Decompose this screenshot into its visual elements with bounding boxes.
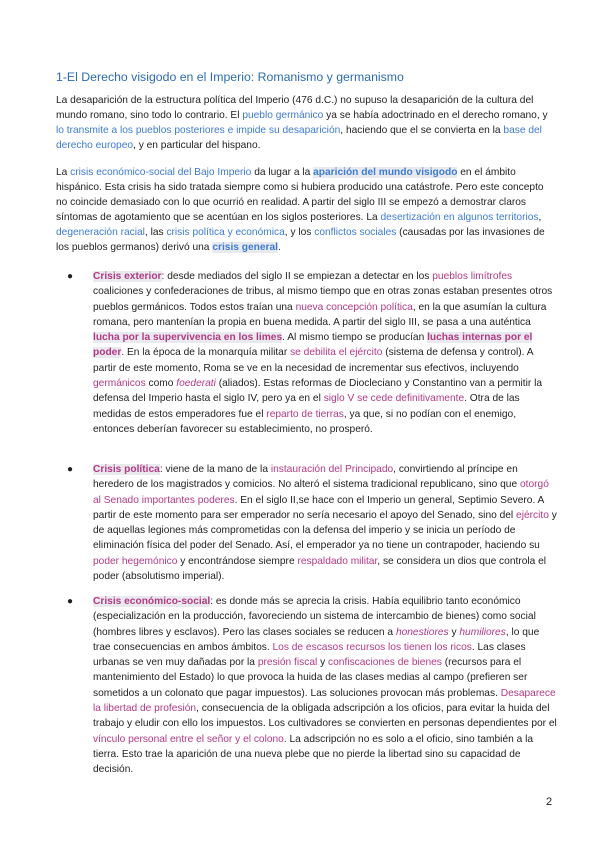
text: , haciendo que el se convierta en la <box>340 124 504 136</box>
highlight-text: aparición del mundo visigodo <box>313 167 458 178</box>
text: y <box>317 657 329 669</box>
highlight-text: degeneración racial <box>56 226 145 238</box>
list-item-crisis-economico-social <box>67 594 557 778</box>
highlight-text: ejército <box>516 509 549 521</box>
text: , se considera un dios que controla el poder (absolutismo imperial). <box>93 555 547 583</box>
highlight-text: honestiores <box>395 626 449 638</box>
text: y <box>448 626 460 638</box>
list-item-crisis-exterior <box>67 269 557 437</box>
text: . La adscripción no es solo a el oficio, sino también a la tierra. Esto trae la aparición de una nueva plebe que no pierde la libertad sino su capacidad de decisión. <box>93 733 534 776</box>
text: , en la que asumían la cultura romana, pero mantenían la propia en buena medida. A partir del siglo III, se pasa a una auténtica <box>93 301 547 328</box>
text: (sistema de defensa y control). A partir de este momento, Roma se ve en la necesidad de incrementar sus efectivos, incluyendo <box>93 347 534 374</box>
highlight-text: respaldado militar <box>297 555 378 567</box>
crisis-paragraph <box>56 166 556 255</box>
text: (aliados). Estas reformas de Diocleciano y Constantino van a permitir la defensa del Imperio hasta el siglo IV, pero ya en el <box>93 378 543 405</box>
text: : desde mediados del siglo II se empiezan a detectar en los <box>161 271 433 282</box>
highlight-text: pueblo germánico <box>242 109 324 121</box>
highlight-text: reparto de tierras <box>266 408 344 420</box>
bullet-icon: ● <box>67 596 74 607</box>
highlight-text: Desaparece la libertad de profesión <box>93 687 556 715</box>
text: : es donde más se aprecia la crisis. Había equilibrio tanto económico (especialización en la producción, favoreciendo un sistema de intercambio de bienes) como social (hombres libres y esclavos). Pero las clases sociales se reducen a <box>93 596 536 638</box>
text: . Al mismo tiempo se producían <box>282 332 428 344</box>
highlight-text: vínculo personal entre el señor y el colono <box>93 733 284 745</box>
highlight-text: instauración del Principado <box>270 464 394 475</box>
highlight-text: poder hegemónico <box>93 555 178 567</box>
section-heading: 1-El Derecho visigodo en el Imperio: Romanismo y germanismo <box>56 70 404 84</box>
highlight-text: humiliores <box>459 626 506 638</box>
text: : viene de la mano de la <box>159 464 271 475</box>
item-title: Crisis económico-social <box>93 596 211 607</box>
text: , <box>538 211 542 223</box>
text: ya se había adoctrinado en el derecho romano, y <box>323 109 548 121</box>
text: en el ámbito hispánico. Esta crisis ha sido tratada siempre como si hubiera producido una catástrofe. Pero este concepto no coincide demasiado con lo que ocurrió en realidad. A partir del siglo III se empezó a demostrar claros síntomas de agotamiento que se acentúan en los siglos posteriores. La <box>56 167 544 223</box>
highlight-text: lo transmite a los pueblos posteriores e impide su desaparición <box>56 124 341 136</box>
text: , lo que trae consecuencias en ambos ámbitos. <box>93 626 540 653</box>
bullet-icon: ● <box>67 464 74 475</box>
highlight-text: confiscaciones de bienes <box>328 657 442 669</box>
highlight-text: desertización en algunos territorios <box>380 211 539 223</box>
text: , convirtiendo al príncipe en heredero de los magistrados y comicios. No alteró el sistema tradicional republicano, sino que <box>93 464 520 491</box>
highlight-text: pueblos limítrofes <box>432 271 513 282</box>
text: (recursos para el mantenimiento del Estado) lo que provoca la huida de las clases medias al campo (prefieren ser sometidos a un colonato que pagar impuestos). Las soluciones provocan más problemas. <box>93 657 528 699</box>
intro-paragraph <box>56 94 556 154</box>
text: , ya que, si no podían con el enemigo, entonces deberían favorecer su establecimiento, no prosperó. <box>93 408 517 435</box>
highlight-text: lucha por la supervivencia en los limes <box>93 332 283 344</box>
text: coaliciones y confederaciones de tribus, al mismo tiempo que en otras zonas estaban presentes otros pueblos germánicos. Todos estos traían una <box>93 286 553 313</box>
highlight-text: luchas internas por el poder <box>93 332 533 359</box>
text: . Las clases urbanas se ven muy dañadas por la <box>93 641 526 669</box>
text: y de aquellas legiones más comprometidas con la defensa del imperio y se inicia un período de eliminación física del poder del Senado. Así, el emperador ya no tiene un contrapoder, haciendo su <box>93 509 557 552</box>
highlight-text: crisis general <box>212 241 279 253</box>
text: La desaparición de la estructura política del Imperio (476 d.C.) no supuso la desaparición de la cultura del mundo romano, sino todo lo contrario. El <box>56 95 534 121</box>
text: . <box>278 241 281 253</box>
highlight-text: Los de escasos recursos los tienen los ricos <box>272 641 472 653</box>
highlight-text: siglo V se cede definitivamente <box>323 393 465 405</box>
highlight-text: conflictos sociales <box>314 226 397 238</box>
highlight-text: crisis económico-social del Bajo Imperio <box>70 167 252 178</box>
text: , consecuencia de la obligada adscripción a los oficios, para evitar la huida del trabajo y eludir con ello los impuestos. Los cultivadores se convierten en personas dependientes por el <box>93 703 557 730</box>
item-title: Crisis política <box>93 464 160 475</box>
text: como <box>145 378 177 390</box>
text: , y en particular del hispano. <box>133 139 261 151</box>
page-number: 2 <box>546 796 553 808</box>
text: y encontrándose siempre <box>177 555 298 567</box>
item-title: Crisis exterior <box>93 271 162 282</box>
highlight-text: crisis política y económica <box>166 226 285 238</box>
text: (causadas por las invasiones de los pueblos germanos) derivó una <box>56 226 545 253</box>
text: . En la época de la monarquía militar <box>121 347 291 359</box>
highlight-text: otorgó al Senado importantes poderes <box>93 479 549 506</box>
highlight-text: nueva concepción política <box>295 301 413 313</box>
highlight-text: se debilita el ejército <box>290 347 383 359</box>
highlight-text: presión fiscal <box>257 657 318 669</box>
text: La <box>56 167 71 178</box>
text: da lugar a la <box>251 167 314 178</box>
text: , y los <box>284 226 315 238</box>
text: . Otra de las medidas de estos emperadores fue el <box>93 393 520 420</box>
text: . En el siglo II,se hace con el Imperio un general, Septimio Severo. A partir de este momento para ser emperador no sería necesario el apoyo del Senado, sino del <box>93 494 544 521</box>
list-item-crisis-politica <box>67 462 557 584</box>
text: , las <box>144 226 167 238</box>
bullet-icon: ● <box>67 271 74 282</box>
highlight-text: germánicos <box>93 378 146 390</box>
highlight-text: foederati <box>176 378 216 390</box>
highlight-text: base del derecho europeo <box>56 124 542 151</box>
